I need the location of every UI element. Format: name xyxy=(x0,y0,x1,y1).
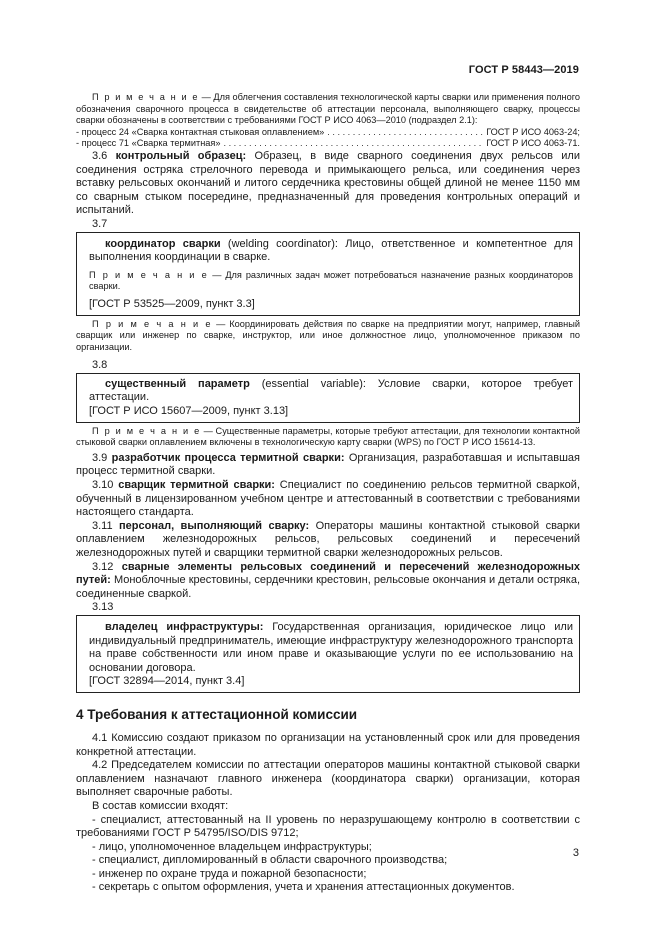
list-item: - инженер по охране труда и пожарной безопасности; xyxy=(92,867,367,880)
term-name: сварщик термитной сварки: xyxy=(118,479,275,492)
term-3-10: 3.10 сварщик термитной сварки: Специалист по соединению рельсов термитной сваркой, обученный в лицензированном учебном центре и аттестованный в соответствии с требованиями настоящего стандарта. xyxy=(76,479,580,519)
term-number: 3.8 xyxy=(92,359,108,372)
term-3-9: 3.9 разработчик процесса термитной сварки: Организация, разработавшая и испытавшая процесс термитной сварки. xyxy=(76,451,580,478)
term-number: 3.7 xyxy=(92,217,108,230)
note-list-item: - процесс 24 «Сварка контактная стыковая оплавлением» . . . ГОСТ Р ИСО 4063-24; xyxy=(76,127,580,139)
note-after-3-8: П р и м е ч а н и е — Существенные параметры, которые требуют аттестации, для технологии контактной стыковой сварки оплавлением включены в технологическую карту сварки (WPS) по ГОСТ Р ИСО 15614-13. xyxy=(76,425,580,448)
term-reference: [ГОСТ Р 53525—2009, пункт 3.3] xyxy=(89,297,255,310)
paragraph-4-2: 4.2 Председателем комиссии по аттестации операторов машины контактной стыковой сварки оплавлением назначают главного инженера (координатора сварки) организации, которая выполняет сварочные работы. xyxy=(76,759,580,799)
list-item: - специалист, дипломированный в области сварочного производства; xyxy=(92,854,448,867)
note-list-item: - процесс 71 «Сварка термитная» . . . ГОСТ Р ИСО 4063-71. xyxy=(76,138,580,150)
term-name: владелец инфраструктуры: xyxy=(105,620,264,633)
document-header: ГОСТ Р 58443—2019 xyxy=(468,64,579,76)
commission-intro: В состав комиссии входят: xyxy=(92,799,229,812)
list-item: - лицо, уполномоченное владельцем инфраструктуры; xyxy=(92,840,372,853)
term-3-6: 3.6 контрольный образец: Образец, в виде сварного соединения двух рельсов или соединения остряка стрелочного перевода и примыкающего рельса, или соединения через вставку рельсовых окончаний и литого сердечника крестовины общей длиной не менее 1150 мм со сварным стыком посередине, предназначенный для проведения контрольных операций и испытаний. xyxy=(76,149,580,217)
note-process-designation: П р и м е ч а н и е — Для облегчения составления технологической карты сварки или применения полного обозначения сварочного процесса в свидетельстве об аттестации персонала, выполняющего сварку, процессы сварки обозначены в соответствии с требованиями ГОСТ Р ИСО 4063—2010 (подраздел 2.1): xyxy=(76,92,580,126)
term-name: разработчик процесса термитной сварки: xyxy=(111,451,345,464)
term-3-12: 3.12 сварные элементы рельсовых соединений и пересечений железнодорожных путей: Моноблочные крестовины, сердечники крестовин, рельсовые окончания и детали остряка, соединенные сваркой. xyxy=(76,560,581,600)
box-note: П р и м е ч а н и е — Для различных задач может потребоваться назначение разных координаторов сварки. xyxy=(89,269,573,292)
page-content xyxy=(76,92,580,895)
page-number: 3 xyxy=(572,847,579,859)
list-item: - специалист, аттестованный на II уровень по неразрушающему контролю в соответствии с требованиями ГОСТ Р 54795/ISO/DIS 9712; xyxy=(76,813,580,840)
term-name: персонал, выполняющий сварку: xyxy=(119,519,310,532)
section-heading: 4 Требования к аттестационной комиссии xyxy=(76,706,358,722)
note-label: П р и м е ч а н и е xyxy=(92,92,200,102)
term-name: существенный параметр xyxy=(105,377,250,390)
term-box-3-13: владелец инфраструктуры: Государственная организация, юридическое лицо или индивидуальный предприниматель, имеющие инфраструктуру железнодорожного транспорта на праве собственности или ином праве и оказывающие услуги по ее использованию на основании договора. [ГОСТ 32894—2014, пункт 3.4] xyxy=(76,615,580,693)
term-name: контрольный образец: xyxy=(115,149,247,162)
term-box-3-7: координатор сварки (welding coordinator): Лицо, ответственное и компетентное для выполнения координации в сварке. П р и м е ч а н и е — Для различных задач может потребоваться назначение разных координаторов сварки. [ГОСТ Р 53525—2009, пункт 3.3] xyxy=(76,232,580,316)
paragraph-4-1: 4.1 Комиссию создают приказом по организации на установленный срок или для проведения конкретной аттестации. xyxy=(76,731,580,758)
term-3-11: 3.11 персонал, выполняющий сварку: Операторы машины контактной стыковой сварки оплавлением железнодорожных рельсов, рельсовых соединений и пересечений железнодорожных путей и сварщики термитной сварки железнодорожных рельсов. xyxy=(76,519,580,559)
list-item: - секретарь с опытом оформления, учета и хранения аттестационных документов. xyxy=(92,881,515,894)
note-after-3-7: П р и м е ч а н и е — Координировать действия по сварке на предприятии могут, например, главный сварщик или инженер по сварке, инструктор, или иное должностное лицо, уполномоченное приказом по организации. xyxy=(76,318,580,352)
term-box-3-8: существенный параметр (essential variable): Условие сварки, которое требует аттестации. [ГОСТ Р ИСО 15607—2009, пункт 3.13] xyxy=(76,373,580,423)
term-reference: [ГОСТ 32894—2014, пункт 3.4] xyxy=(89,675,245,688)
term-name: сварные элементы рельсовых соединений и пересечений железнодорожных путей: xyxy=(76,560,581,587)
term-number: 3.13 xyxy=(92,601,114,614)
term-reference: [ГОСТ Р ИСО 15607—2009, пункт 3.13] xyxy=(89,405,289,418)
term-name: координатор сварки xyxy=(105,237,221,250)
